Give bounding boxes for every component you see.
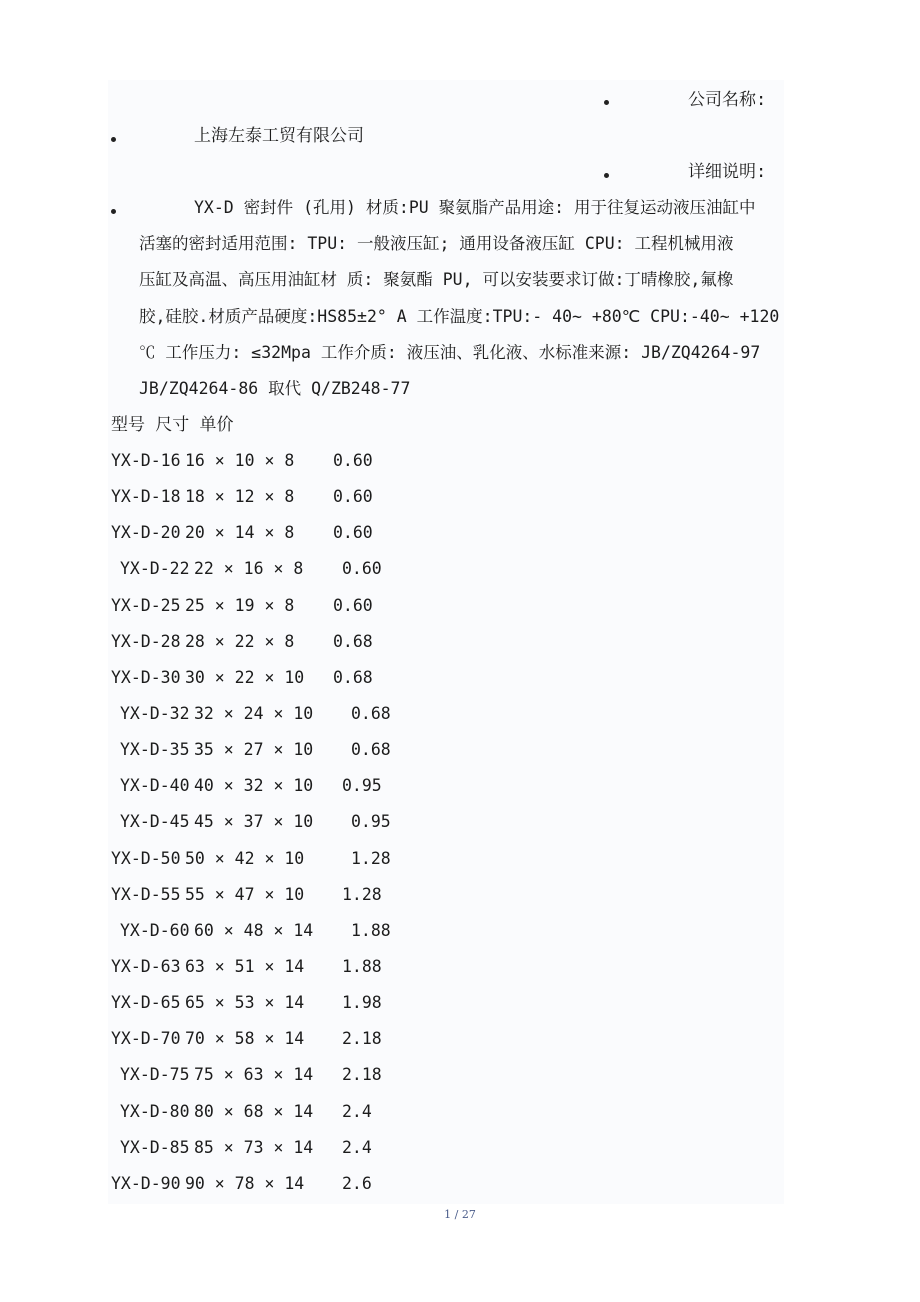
- page-indicator: 1 / 27: [444, 1208, 476, 1221]
- row-dimensions: 22 × 16 × 8: [194, 559, 304, 579]
- row-model: YX-D-60: [120, 920, 190, 940]
- detail-label: 详细说明:: [688, 162, 767, 182]
- description-block: [139, 190, 819, 407]
- table-row: [0, 841, 920, 877]
- row-model: YX-D-25: [111, 595, 181, 615]
- row-model: YX-D-80: [120, 1101, 190, 1121]
- description-line: 压缸及高温、高压用油缸材 质: 聚氨酯 PU, 可以安装要求订做:丁晴橡胶,氟橡: [139, 270, 734, 290]
- row-dimensions: 55 × 47 × 10: [185, 884, 305, 904]
- row-price: 1.98: [342, 993, 382, 1013]
- bullet-dot-description: [111, 209, 116, 214]
- table-header: 型号 尺寸 单价: [111, 415, 234, 435]
- row-model: YX-D-75: [120, 1065, 190, 1085]
- description-line: YX-D 密封件 (孔用) 材质:PU 聚氨脂产品用途: 用于往复运动液压油缸中: [194, 198, 756, 217]
- row-price: 0.68: [351, 740, 391, 760]
- row-price: 2.18: [342, 1065, 382, 1085]
- table-row: [0, 624, 920, 660]
- table-row: [0, 804, 920, 840]
- row-model: YX-D-65: [111, 993, 181, 1013]
- table-row: [0, 1130, 920, 1166]
- row-dimensions: 16 × 10 × 8: [185, 451, 295, 470]
- row-dimensions: 20 × 14 × 8: [185, 523, 295, 543]
- row-dimensions: 80 × 68 × 14: [194, 1101, 314, 1121]
- row-price: 0.68: [333, 631, 373, 651]
- row-model: YX-D-20: [111, 523, 181, 543]
- row-dimensions: 40 × 32 × 10: [194, 776, 314, 796]
- row-model: YX-D-30: [111, 667, 181, 687]
- row-price: 1.88: [342, 956, 382, 976]
- row-price: 0.60: [333, 487, 373, 507]
- row-price: 0.60: [333, 523, 373, 543]
- row-model: YX-D-22: [120, 559, 190, 579]
- row-dimensions: 32 × 24 × 10: [194, 703, 314, 723]
- row-model: YX-D-50: [111, 848, 181, 868]
- row-model: YX-D-70: [111, 1029, 181, 1049]
- description-line: 胶,硅胶.材质产品硬度:HS85±2° A 工作温度:TPU:- 40~ +80℃ CPU:-40~ +120: [139, 306, 780, 326]
- row-model: YX-D-16: [111, 451, 181, 470]
- row-price: 2.6: [342, 1173, 372, 1193]
- row-price: 1.28: [351, 848, 391, 868]
- price-list: [0, 443, 920, 1202]
- row-model: YX-D-40: [120, 776, 190, 796]
- row-model: YX-D-28: [111, 631, 181, 651]
- row-price: 0.60: [342, 559, 382, 579]
- row-model: YX-D-55: [111, 884, 181, 904]
- table-row: [0, 551, 920, 587]
- description-line: ℃ 工作压力: ≤32Mpa 工作介质: 液压油、乳化液、水标准来源: JB/ZQ4264-97: [139, 342, 761, 362]
- table-row: [0, 732, 920, 768]
- table-row: [0, 588, 920, 624]
- table-row: [0, 1166, 920, 1202]
- row-dimensions: 30 × 22 × 10: [185, 667, 305, 687]
- row-price: 2.18: [342, 1029, 382, 1049]
- table-row: [0, 1094, 920, 1130]
- company-name: 上海左泰工贸有限公司: [194, 126, 364, 146]
- description-line: JB/ZQ4264-86 取代 Q/ZB248-77: [139, 379, 411, 399]
- row-dimensions: 63 × 51 × 14: [185, 956, 305, 976]
- table-row: [0, 1021, 920, 1057]
- row-price: 1.88: [351, 920, 391, 940]
- row-model: YX-D-90: [111, 1173, 181, 1193]
- table-row: [0, 768, 920, 804]
- row-dimensions: 70 × 58 × 14: [185, 1029, 305, 1049]
- row-dimensions: 60 × 48 × 14: [194, 920, 314, 940]
- row-model: YX-D-45: [120, 812, 190, 832]
- bullet-dot-company-name: [111, 137, 116, 142]
- table-row: [0, 913, 920, 949]
- row-model: YX-D-85: [120, 1137, 190, 1157]
- row-model: YX-D-32: [120, 703, 190, 723]
- description-line: 活塞的密封适用范围: TPU: 一般液压缸; 通用设备液压缸 CPU: 工程机械用液: [139, 234, 734, 254]
- bullet-dot-company-label: [604, 100, 609, 105]
- table-row: [0, 515, 920, 551]
- table-row: [0, 696, 920, 732]
- row-dimensions: 75 × 63 × 14: [194, 1065, 314, 1085]
- row-price: 0.68: [333, 667, 373, 687]
- row-price: 2.4: [342, 1137, 372, 1157]
- bullet-dot-detail-label: [604, 173, 609, 178]
- row-price: 0.95: [351, 812, 391, 832]
- row-dimensions: 65 × 53 × 14: [185, 993, 305, 1013]
- row-dimensions: 90 × 78 × 14: [185, 1173, 305, 1193]
- row-price: 2.4: [342, 1101, 372, 1121]
- row-dimensions: 85 × 73 × 14: [194, 1137, 314, 1157]
- row-dimensions: 25 × 19 × 8: [185, 595, 295, 615]
- table-row: [0, 949, 920, 985]
- row-model: YX-D-35: [120, 740, 190, 760]
- row-dimensions: 50 × 42 × 10: [185, 848, 305, 868]
- table-row: [0, 985, 920, 1021]
- table-row: [0, 660, 920, 696]
- table-row: [0, 443, 920, 479]
- table-row: [0, 479, 920, 515]
- row-price: 0.95: [342, 776, 382, 796]
- row-dimensions: 28 × 22 × 8: [185, 631, 295, 651]
- row-dimensions: 35 × 27 × 10: [194, 740, 314, 760]
- company-label: 公司名称:: [688, 90, 767, 110]
- row-price: 0.68: [351, 703, 391, 723]
- row-model: YX-D-63: [111, 956, 181, 976]
- row-dimensions: 45 × 37 × 10: [194, 812, 314, 832]
- row-price: 0.60: [333, 595, 373, 615]
- table-row: [0, 1057, 920, 1093]
- row-dimensions: 18 × 12 × 8: [185, 487, 295, 507]
- row-price: 0.60: [333, 451, 373, 470]
- table-row: [0, 877, 920, 913]
- row-model: YX-D-18: [111, 487, 181, 507]
- row-price: 1.28: [342, 884, 382, 904]
